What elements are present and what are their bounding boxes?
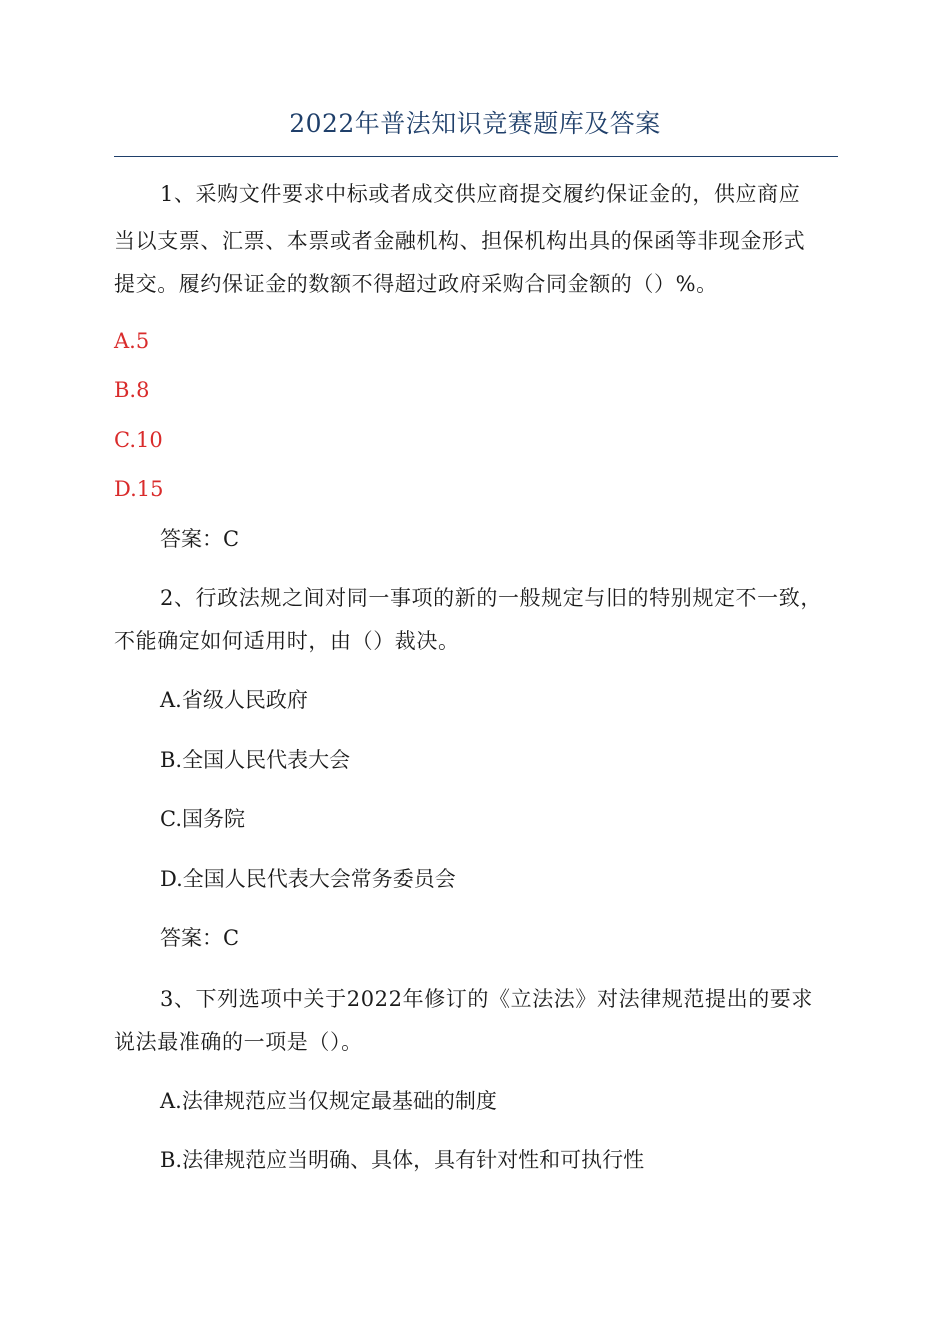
question-2-option-d: D.全国人民代表大会常务委员会 [160, 867, 456, 891]
question-1-option-d: D.15 [114, 477, 164, 501]
question-1-option-a: A.5 [114, 329, 150, 353]
question-3-line-1: 3、下列选项中关于2022年修订的《立法法》对法律规范提出的要求 [160, 987, 814, 1011]
document-title: 2022年普法知识竞赛题库及答案 [289, 109, 661, 138]
question-2-answer: 答案：C [160, 926, 240, 950]
question-1-option-c: C.10 [114, 428, 163, 452]
question-1-option-b: B.8 [114, 378, 150, 402]
question-3-option-a: A.法律规范应当仅规定最基础的制度 [160, 1089, 497, 1113]
question-2-option-b: B.全国人民代表大会 [160, 748, 351, 772]
question-2-option-c: C.国务院 [160, 807, 245, 831]
question-3-option-b: B.法律规范应当明确、具体，具有针对性和可执行性 [160, 1148, 645, 1172]
question-3-line-2: 说法最准确的一项是（）。 [114, 1030, 363, 1054]
question-1-line-2: 当以支票、汇票、本票或者金融机构、担保机构出具的保函等非现金形式 [114, 229, 806, 253]
question-1-line-3: 提交。履约保证金的数额不得超过政府采购合同金额的（）%。 [114, 272, 718, 296]
question-2-line-2: 不能确定如何适用时，由（）裁决。 [114, 629, 460, 653]
question-2-line-1: 2、行政法规之间对同一事项的新的一般规定与旧的特别规定不一致， [160, 586, 822, 610]
question-1-line-1: 1、采购文件要求中标或者成交供应商提交履约保证金的，供应商应 [160, 182, 801, 206]
question-1-answer: 答案：C [160, 527, 240, 551]
question-2-option-a: A.省级人民政府 [160, 688, 308, 712]
title-divider [114, 156, 838, 157]
